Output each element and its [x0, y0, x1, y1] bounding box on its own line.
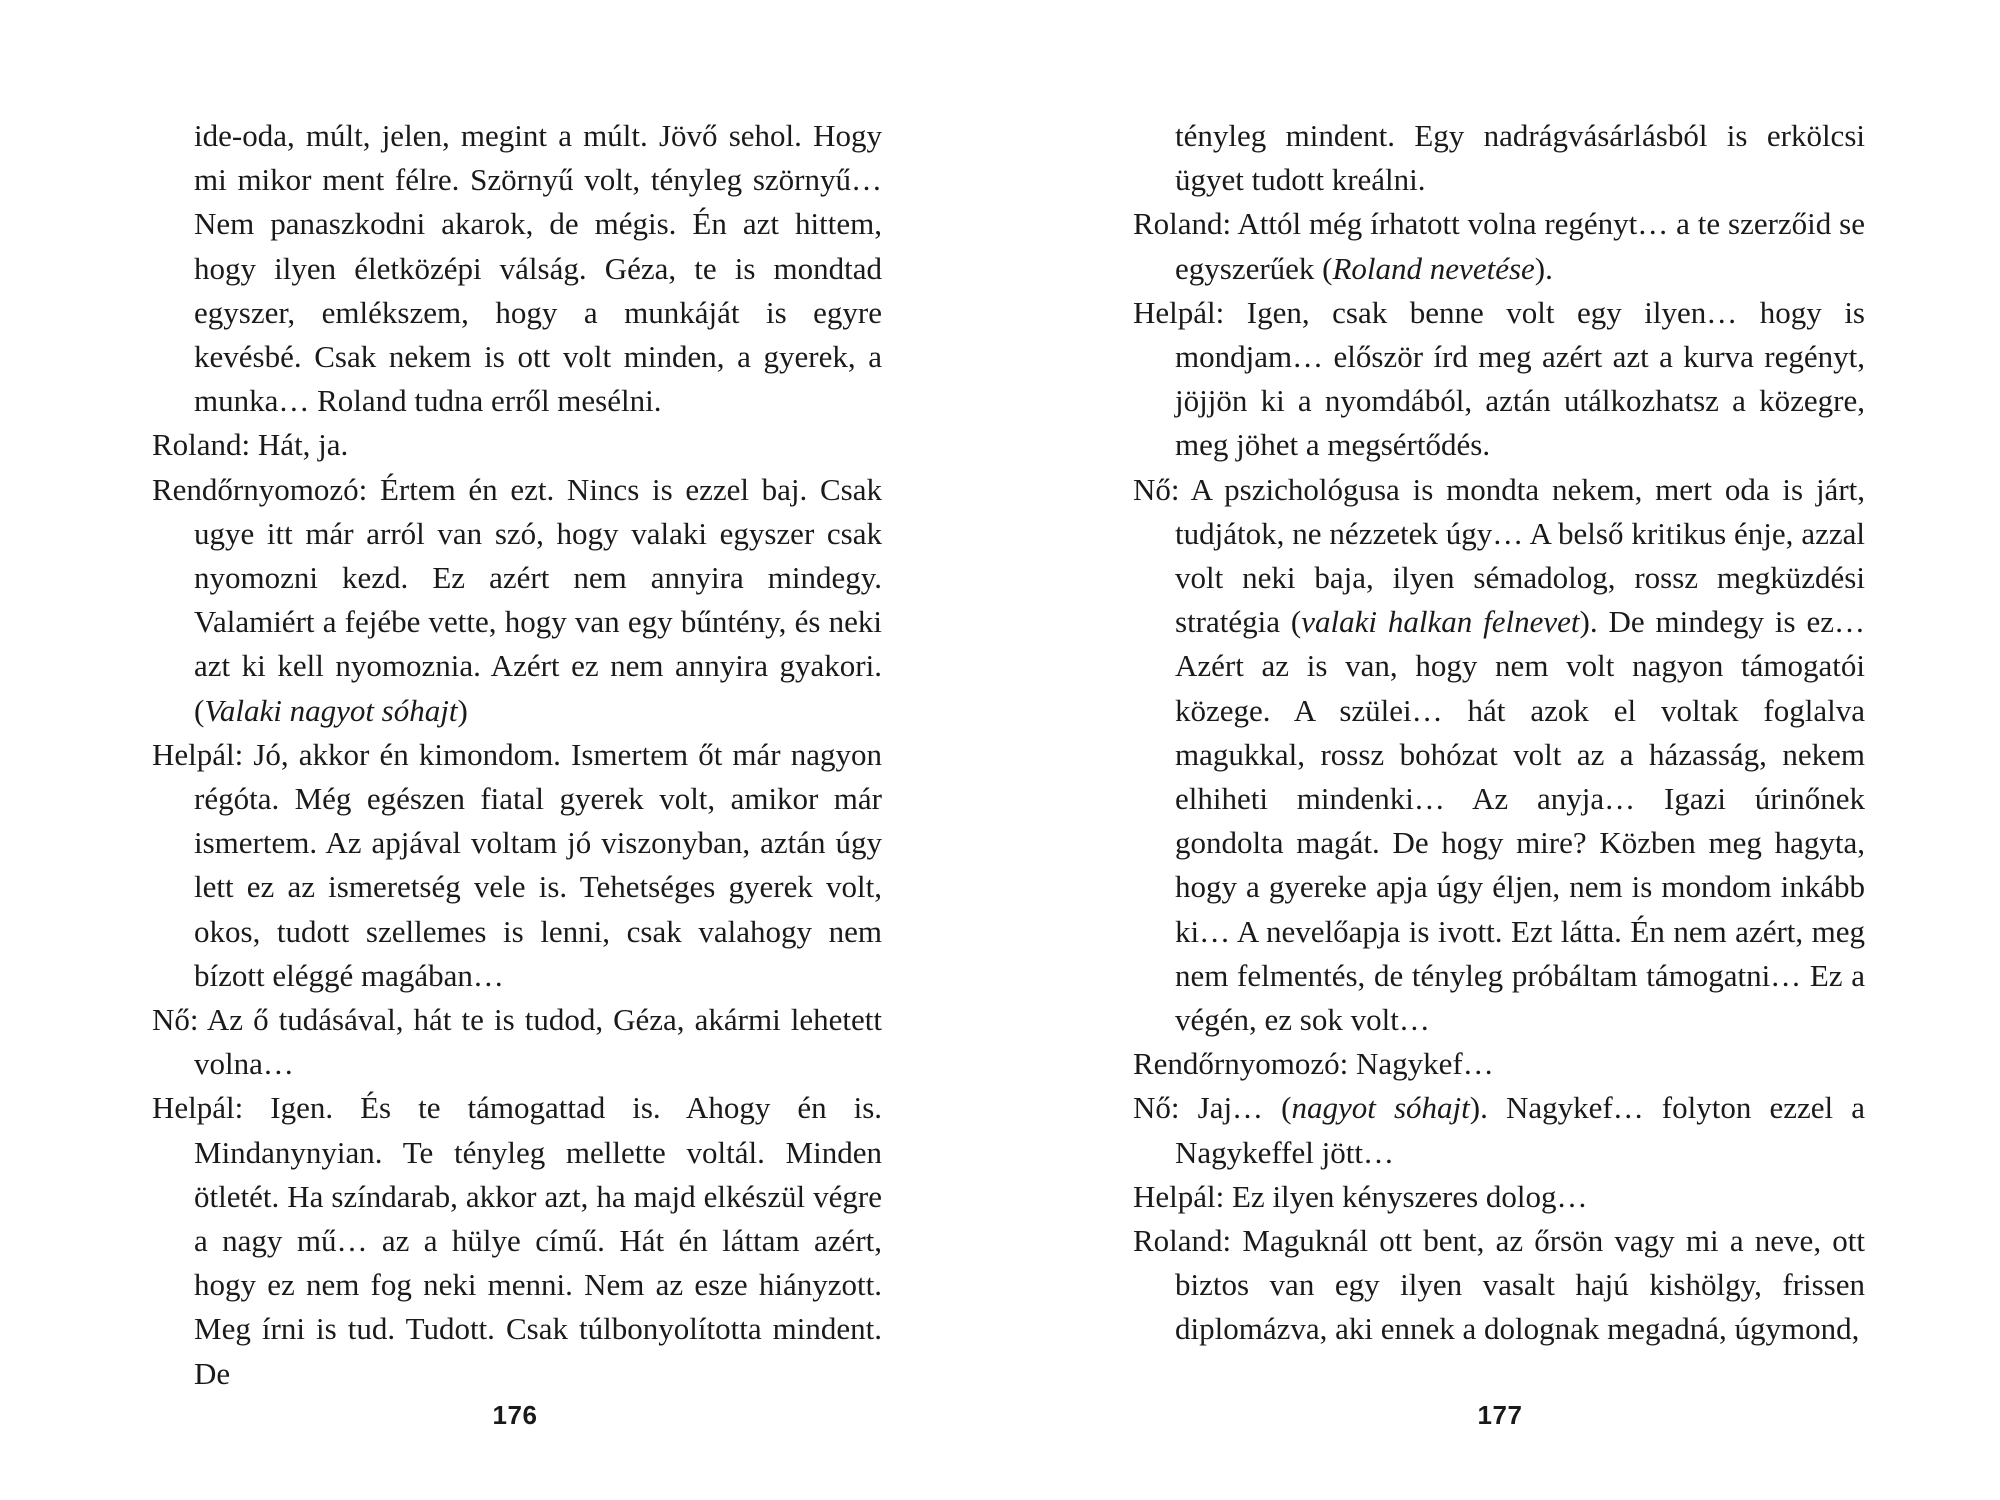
speaker-name: Rendőrnyomozó: — [1133, 1046, 1349, 1082]
speaker-name: Nő: — [152, 1002, 199, 1038]
page-number: 177 — [1477, 1400, 1523, 1430]
left-page-text — [152, 114, 882, 1396]
paragraph-text: Igen. És te támogattad is. Ahogy én is. Mindanynyian. Te tényleg mellette voltál. Minden ötletét. Ha színdarab, akkor azt, ha majd elkészül végre a nagy mű… az a hülye című. Hát én láttam azért, hogy ez nem fog neki menni. Nem az esze hiányzott. Meg írni is tud. Tudott. Csak túlbonyolította mindent. De — [194, 1090, 883, 1391]
speaker-name: Helpál: — [1133, 1178, 1225, 1214]
paragraph-text-end: ). Nagykef… folyton ezzel a Nagykeffel jött… — [1175, 1090, 1865, 1170]
paragraph-text: Igen, csak benne volt egy ilyen… hogy is mondjam… először írd meg azért azt a kurva regényt, jöjjön ki a nyomdából, aztán utálkozhatsz a közegre, meg jöhet a megsértődés. — [1175, 294, 1865, 463]
speaker-name: Roland: — [1133, 1223, 1232, 1259]
paragraph-text: Maguknál ott bent, az őrsön vagy mi a neve, ott biztos van egy ilyen vasalt hajú kishölgy, frissen diplomázva, aki ennek a dolognak megadná, úgymond, — [1175, 1223, 1866, 1347]
stage-direction: nagyot sóhajt — [1291, 1090, 1470, 1126]
paragraph — [1133, 114, 1865, 202]
paragraph-text: Ez ilyen kényszeres dolog… — [1232, 1178, 1588, 1214]
speaker-name: Helpál: — [1133, 294, 1225, 330]
paragraph-text: A pszichológusa is mondta nekem, mert oda is járt, tudjátok, ne nézzetek úgy… A belső kritikus énje, azzal volt neki baja, ilyen sémadolog, rossz megküzdési stratégia ( — [1175, 471, 1866, 640]
paragraph — [152, 423, 882, 467]
paragraph — [1133, 1219, 1865, 1352]
right-page-text — [1133, 114, 1865, 1352]
speaker-name: Nő: — [1133, 1090, 1180, 1126]
paragraph-text: Nagykef… — [1356, 1046, 1494, 1082]
paragraph — [1133, 1086, 1865, 1174]
stage-direction: valaki halkan felnevet — [1301, 604, 1580, 640]
paragraph-text-end: ). — [1534, 250, 1553, 286]
stage-direction: Valaki nagyot sóhajt — [204, 692, 458, 728]
paragraph — [1133, 291, 1865, 468]
paragraph-text-end: ). De mindegy is ez… Azért az is van, hogy nem volt nagyon támogatói közege. A szülei… hát azok el voltak foglalva magukkal, rossz bohózat volt az a házasság, nekem elhiheti mindenki… Az anyja… Igazi úrinőnek gondolta magát. De hogy mire? Közben meg hagyta, hogy a gyereke apja úgy éljen, nem is mondom inkább ki… A nevelőapja is ivott. Ezt látta. Én nem azért, meg nem felmentés, de tényleg próbáltam támogatni… Ez a végén, ez sok volt… — [1175, 604, 1866, 1038]
paragraph — [152, 998, 882, 1086]
paragraph — [152, 1086, 882, 1395]
paragraph — [1133, 1175, 1865, 1219]
paragraph — [1133, 468, 1865, 1043]
paragraph-text: Jaj… ( — [1197, 1090, 1292, 1126]
paragraph — [1133, 1042, 1865, 1086]
paragraph-text: ide-oda, múlt, jelen, megint a múlt. Jövő sehol. Hogy mi mikor ment félre. Szörnyű volt, tényleg szörnyű… Nem panaszkodni akarok, de mégis. Én azt hittem, hogy ilyen életközépi válság. Géza, te is mondtad egyszer, emlékszem, hogy a munkáját is egyre kevésbé. Csak nekem is ott volt minden, a gyerek, a munka… Roland tudna erről mesélni. — [194, 118, 882, 419]
stage-direction: Roland nevetése — [1332, 250, 1535, 286]
paragraph-text: Jó, akkor én kimondom. Ismertem őt már nagyon régóta. Még egészen fiatal gyerek volt, amikor már ismertem. Az apjával voltam jó viszonyban, aztán úgy lett ez az ismeretség vele is. Tehetséges gyerek volt, okos, tudott szellemes is lenni, csak valahogy nem bízott eléggé magában… — [194, 736, 882, 993]
speaker-name: Roland: — [152, 427, 251, 463]
speaker-name: Nő: — [1133, 471, 1180, 507]
paragraph — [152, 114, 882, 423]
paragraph-text: tényleg mindent. Egy nadrágvásárlásból is erkölcsi ügyet tudott kreálni. — [1175, 118, 1865, 198]
paragraph — [1133, 202, 1865, 290]
paragraph-text: Attól még írhatott volna regényt… a te szerzőid se egyszerűek ( — [1175, 206, 1865, 286]
paragraph-text: Az ő tudásával, hát te is tudod, Géza, akármi lehetett volna… — [194, 1002, 882, 1082]
paragraph-text: Értem én ezt. Nincs is ezzel baj. Csak ugye itt már arról van szó, hogy valaki egyszer csak nyomozni kezd. Ez azért nem annyira mindegy. Valamiért a fejébe vette, hogy van egy bűntény, és neki azt ki kell nyomoznia. Azért ez nem annyira gyakori. — [194, 471, 882, 684]
speaker-name: Roland: — [1133, 206, 1232, 242]
paragraph-text: Hát, ja. — [257, 427, 349, 463]
right-page — [1000, 0, 2000, 1500]
page-number: 176 — [492, 1400, 538, 1430]
speaker-name: Helpál: — [152, 736, 244, 772]
speaker-name: Helpál: — [152, 1090, 244, 1126]
speaker-name: Rendőrnyomozó: — [152, 471, 368, 507]
paragraph: Rendőrnyomozó: Értem én ezt. Nincs is ezzel baj. Csak ugye itt már arról van szó, hogy valaki egyszer csak nyomozni kezd. Ez azért nem annyira mindegy. Valamiért a fejébe vette, hogy van egy bűntény, és neki azt ki kell nyomoznia. Azért ez nem annyira gyakori. (Valaki nagyot sóhajt) — [152, 471, 882, 728]
paragraph — [152, 733, 882, 998]
